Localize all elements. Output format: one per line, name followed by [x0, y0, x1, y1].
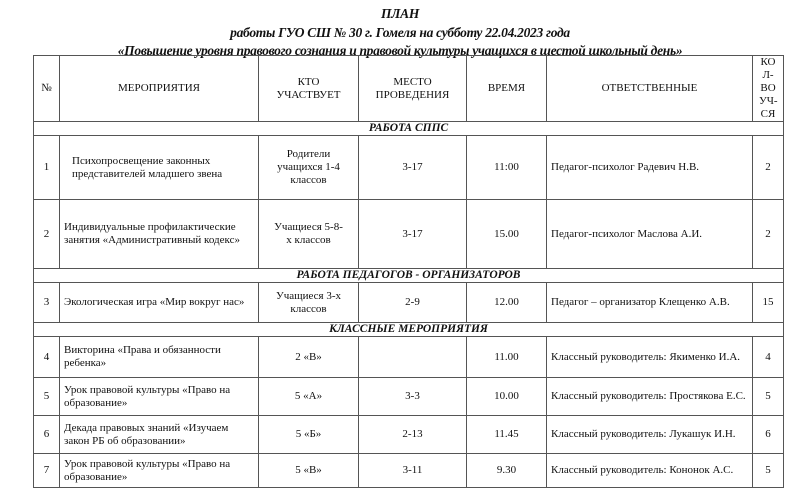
cell-who: 5 «А» — [259, 378, 359, 416]
cell-who: Учащиеся 5-8-х классов — [259, 200, 359, 269]
cell-event: Индивидуальные профилактические занятия «Административный кодекс» — [60, 200, 259, 269]
cell-place: 3-17 — [359, 136, 467, 200]
cell-resp: Классный руководитель: Простякова Е.С. — [547, 378, 753, 416]
cell-n: 2 — [34, 200, 60, 269]
cell-n: 5 — [34, 378, 60, 416]
table-row — [34, 283, 784, 323]
cell-event: Викторина «Права и обязанности ребенка» — [60, 337, 259, 378]
cell-n: 6 — [34, 416, 60, 454]
cell-time: 10.00 — [467, 378, 547, 416]
cell-n: 4 — [34, 337, 60, 378]
cell-resp: Классный руководитель: Кононок А.С. — [547, 454, 753, 488]
table-row — [34, 337, 784, 378]
cell-resp: Педагог-психолог Маслова А.И. — [547, 200, 753, 269]
cell-event: Декада правовых знаний «Изучаем закон РБ об образовании» — [60, 416, 259, 454]
cell-count: 2 — [753, 136, 784, 200]
cell-count: 4 — [753, 337, 784, 378]
cell-resp: Педагог-психолог Радевич Н.В. — [547, 136, 753, 200]
table-row — [34, 416, 784, 454]
cell-place: 3-11 — [359, 454, 467, 488]
plan-table — [33, 55, 784, 488]
cell-n: 1 — [34, 136, 60, 200]
cell-time: 11.00 — [467, 337, 547, 378]
cell-event: Урок правовой культуры «Право на образование» — [60, 378, 259, 416]
doc-theme: «Повышение уровня правового сознания и правовой культуры учащихся в шестой школьный день» — [117, 43, 683, 58]
cell-place: 2-9 — [359, 283, 467, 323]
doc-subtitle: работы ГУО СШ № 30 г. Гомеля на субботу 22.04.2023 года — [230, 25, 570, 40]
column-header: КТО УЧАСТВУЕТ — [259, 56, 359, 122]
table-row — [34, 200, 784, 269]
cell-place: 2-13 — [359, 416, 467, 454]
cell-count: 2 — [753, 200, 784, 269]
table-row — [34, 136, 784, 200]
cell-time: 11:00 — [467, 136, 547, 200]
cell-n: 7 — [34, 454, 60, 488]
cell-who: 2 «В» — [259, 337, 359, 378]
cell-time: 11.45 — [467, 416, 547, 454]
column-header: ВРЕМЯ — [467, 56, 547, 122]
cell-event: Урок правовой культуры «Право на образование» — [60, 454, 259, 488]
cell-who: Учащиеся 3-х классов — [259, 283, 359, 323]
section-row — [34, 269, 784, 283]
column-header: № — [34, 56, 60, 122]
section-row — [34, 323, 784, 337]
cell-who: 5 «В» — [259, 454, 359, 488]
doc-title: ПЛАН — [380, 6, 420, 21]
cell-place: 3-3 — [359, 378, 467, 416]
cell-count: 6 — [753, 416, 784, 454]
section-title: РАБОТА СППС — [34, 122, 784, 136]
section-title: РАБОТА ПЕДАГОГОВ - ОРГАНИЗАТОРОВ — [34, 269, 784, 283]
column-header: МЕРОПРИЯТИЯ — [60, 56, 259, 122]
cell-time: 9.30 — [467, 454, 547, 488]
cell-resp: Классный руководитель: Якименко И.А. — [547, 337, 753, 378]
cell-who: Родители учащихся 1-4 классов — [259, 136, 359, 200]
cell-place: 3-17 — [359, 200, 467, 269]
table-row — [34, 454, 784, 488]
cell-resp: Педагог – организатор Клещенко А.В. — [547, 283, 753, 323]
cell-time: 15.00 — [467, 200, 547, 269]
cell-resp: Классный руководитель: Лукашук И.Н. — [547, 416, 753, 454]
table-row — [34, 378, 784, 416]
cell-count: 5 — [753, 378, 784, 416]
cell-n: 3 — [34, 283, 60, 323]
cell-count: 5 — [753, 454, 784, 488]
column-header: ОТВЕТСТВЕННЫЕ — [547, 56, 753, 122]
cell-place — [359, 337, 467, 378]
cell-event: Психопросвещение законных представителей младшего звена — [60, 136, 259, 200]
cell-event: Экологическая игра «Мир вокруг нас» — [60, 283, 259, 323]
section-title: КЛАССНЫЕ МЕРОПРИЯТИЯ — [34, 323, 784, 337]
cell-count: 15 — [753, 283, 784, 323]
section-row — [34, 122, 784, 136]
cell-time: 12.00 — [467, 283, 547, 323]
column-header: КО Л- ВО УЧ- СЯ — [753, 56, 784, 122]
cell-who: 5 «Б» — [259, 416, 359, 454]
column-header: МЕСТО ПРОВЕДЕНИЯ — [359, 56, 467, 122]
